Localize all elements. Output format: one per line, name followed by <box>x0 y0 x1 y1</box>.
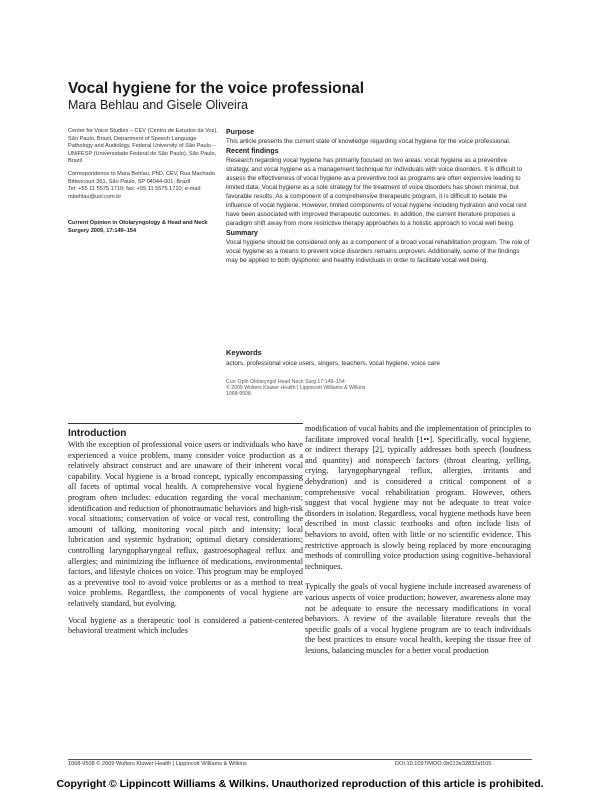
intro-paragraph-3: modification of vocal habits and the implementation of principles to facilitate improved vocal health [1••]. Specifically, vocal hygiene, or indirect therapy [2], typically addresses both speech (loudness and quantity) and nonspeech factors (throat clearing, yelling, crying, laryngopharyngeal reflux, allergies, irritants and dehydration) and is considered a critical component of a comprehensive vocal rehabilitation program. However, others suggest that vocal hygiene may not be adequate to treat voice disorders in isolation. Regardless, vocal hygiene methods have been described in most classic textbooks and often include lists of behaviors to avoid, often with little or no scientific evidence. This restrictive approach is slowly being replaced by more encouraging methods of controlling voice production using cognitive–behavioral techniques. <box>305 424 531 571</box>
citation-line-1: Curr Opin Otolaryngol Head Neck Surg 17:149–154 <box>226 379 345 385</box>
intro-paragraph-4: Typically the goals of vocal hygiene include increased awareness of various aspects of voice production; however, awareness alone may not be adequate to ensure the necessary modifications in vocal behaviors. A review of the available literature reveals that the specific goals of a vocal hygiene program are to teach individuals the best practices to ensure vocal health, keeping the tissue free of lesions, balancing muscles for a better vocal production <box>305 582 531 655</box>
summary-text: Vocal hygiene should be considered only as a component of a broad vocal rehabilitation program. The role of vocal hygiene as a means to prevent voice disorders remains unproven. Additionally, some of the findings may be applied to both dysphonic and healthy individuals in order to facilitate vocal well being. <box>226 239 530 264</box>
intro-paragraph-2: Vocal hygiene as a therapeutic tool is considered a patient-centered behavioral treatment which includes <box>68 615 303 636</box>
footer-publisher: 1068-9508 © 2009 Wolters Kluwer Health | Lippincott Williams & Wilkins <box>68 761 247 767</box>
journal-citation <box>68 220 220 235</box>
keywords-text: actors, professional voice users, singers, teachers, vocal hygiene, voice care <box>226 360 440 367</box>
intro-divider <box>68 423 303 424</box>
journal-citation-text: Current Opinion in Otolaryngology & Head and Neck Surgery 2009, 17:149–154 <box>68 220 208 234</box>
footer-doi: DOI:10.1097/MOO.0b013e32832af105 <box>395 761 492 767</box>
findings-heading: Recent findings <box>226 148 279 155</box>
body-column-left <box>68 440 303 637</box>
citation-block <box>226 379 365 398</box>
copyright-notice: Copyright © Lippincott Williams & Wilkins. Unauthorized reproduction of this article is prohibited. <box>56 778 544 790</box>
introduction-heading: Introduction <box>68 428 127 439</box>
article-title: Vocal hygiene for the voice professional <box>68 80 365 97</box>
body-column-right <box>305 424 531 656</box>
author-affiliation <box>68 128 220 166</box>
purpose-heading: Purpose <box>226 129 255 136</box>
correspondence <box>68 171 220 201</box>
summary-heading: Summary <box>226 230 258 237</box>
citation-line-3: 1068-9508 <box>226 391 251 398</box>
purpose-text: This article presents the current state of knowledge regarding vocal hygiene for the voice professional. <box>226 138 511 145</box>
findings-text: Research regarding vocal hygiene has primarily focused on two areas: vocal hygiene as a preventive strategy, and vocal hygiene as a management technique for individuals with voice disorders. It is difficult to assess the effectiveness of vocal hygiene as a preventive tool as programs are often expensive leading to limited data. Vocal hygiene as a sole strategy for the treatment of voice disorders has shown minimal, but favorable results. As a component of a comprehensive therapeutic program, it is difficult to isolate the influence of vocal hygiene. However, limited components of vocal hygiene including hydration and vocal rest have been associated with improved therapeutic outcomes. In addition, the current literature proposes a paradigm shift away from more restrictive therapy approaches to a holistic approach to vocal well being. <box>226 157 527 227</box>
footer-divider <box>68 759 532 760</box>
affiliation-text: Center for Voice Studies – CEV (Centro de Estudos da Voz), São Paulo, Brazil, Department of Speech Language Pathology and Audiology, Federal University of São Paulo – UNIFESP (Universidade Federal de São Paulo), São Paulo, Brazil <box>68 128 218 165</box>
article-authors: Mara Behlau and Gisele Oliveira <box>68 98 248 112</box>
intro-paragraph-1: With the exception of professional voice users or individuals who have experienced a voice problem, many consider voice production as a relatively abstract construct and are unaware of their inherent vocal capability. Vocal hygiene is a broad concept, typically encompassing all facets of optimal vocal health. A comprehensive vocal hygiene program often includes: education regarding the vocal mechanism; identification and reduction of phonotraumatic behaviors and high-risk vocal situations; conservation of voice or vocal rest, controlling the amount of talking, monitoring vocal pitch and intensity; local lubrication and systemic hydration; optimal dietary considerations; controlling laryngopharyngeal reflux, gastroesophageal reflux and allergies; and minimizing the influence of medications, environmental factors, and lifestyle choices on voice. This program may be employed as a preventive tool to avoid voice problems or as a method to treat voice problems. Regardless, the components of vocal hygiene are relatively standard, but evolving. <box>68 440 303 608</box>
correspondence-text: Correspondence to Mara Behlau, PhD, CEV, Rua Machado Bittencourt 361, São Paulo, SP 04044-001, Brazil Tel: +55 11 5575 1710; fax: +55 11 5575 1710; e-mail: mbehlau@uol.com.br <box>68 171 215 200</box>
abstract <box>226 128 530 266</box>
keywords-heading: Keywords <box>226 348 262 357</box>
citation-line-2: © 2009 Wolters Kluwer Health | Lippincott Williams & Wilkins <box>226 385 366 392</box>
